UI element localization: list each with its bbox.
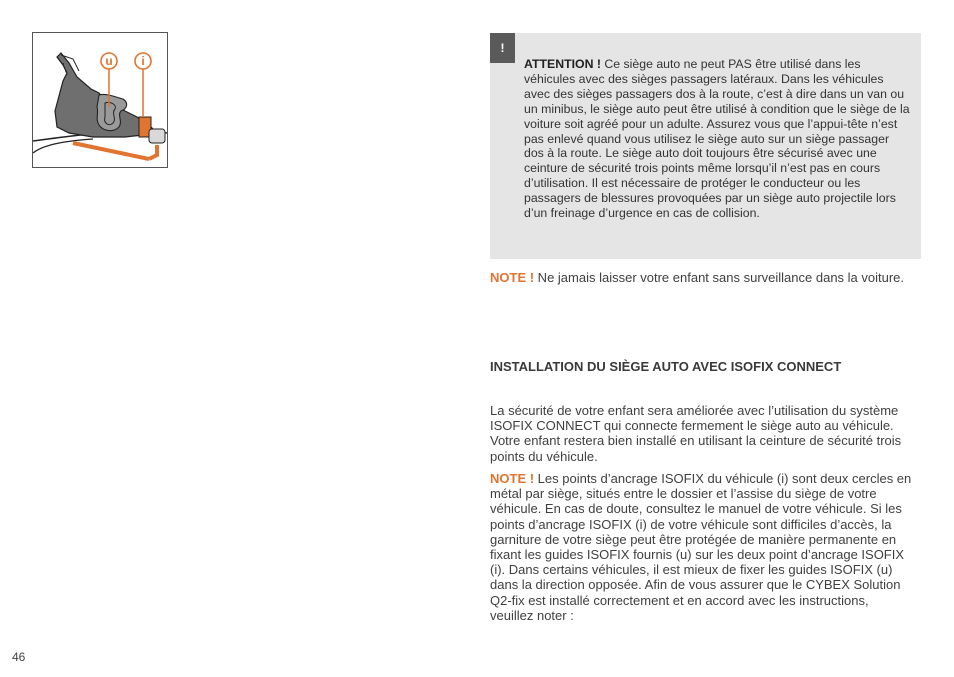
page-number: 46 (12, 650, 26, 664)
anchor-i-label: i (141, 54, 145, 68)
warning-label: ATTENTION ! (524, 57, 601, 71)
warning-body: Ce siège auto ne peut PAS être utilisé dans les véhicules avec des sièges passagers latéraux. Dans les véhicules avec des sièges passagers dos à la route, c’est à dire dans un van ou un minibus, le siège auto peut être utilisé à condition que le siège de la voiture soit agréé pour un adulte. Assurez vous que l’appui-tête n’est pas enlevé quand vous utilisez le siège auto sur un siège passager dos à la route. Le siège auto doit toujours être sécurisé avec une ceinture de sécurité trois points même lorsqu’il n’est pas en cours d’utilisation. Il est nécessaire de protéger le conducteur ou les passagers de blessures provoquées par un siège auto projectile lors d’un freinage d’urgence en cas de collision. (524, 57, 910, 221)
note-label: NOTE ! (490, 471, 535, 486)
note-label: NOTE ! (490, 270, 535, 285)
warning-icon (490, 33, 515, 63)
note-text: Ne jamais laisser votre enfant sans surveillance dans la voiture. (534, 270, 905, 285)
section-heading: INSTALLATION DU SIÈGE AUTO AVEC ISOFIX CONNECT (490, 359, 842, 374)
isofix-illustration (32, 32, 168, 168)
guide-u-label: u (105, 54, 113, 68)
note-isofix-anchors (490, 471, 915, 623)
note-text: Les points d’ancrage ISOFIX du véhicule (i) sont deux cercles en métal par siège, situés entre le dossier et l’assise du siège de votre véhicule. En cas de doute, consultez le manuel de votre véhicule. Si les points d’ancrage ISOFIX (i) de votre véhicule sont difficiles d’accès, la garniture de votre siège peut être protégée de manière permanente en fixant les guides ISOFIX fournis (u) sur les deux point d’ancrage ISOFIX (i). Dans certains véhicules, il est mieux de fixer les guides ISOFIX (u) dans la direction opposée. Afin de vous assurer que le CYBEX Solution Q2-fix est installé correctement et en accord avec les instructions, veuillez noter : (490, 471, 912, 623)
intro-paragraph: La sécurité de votre enfant sera améliorée avec l’utilisation du système ISOFIX CONNECT qui connecte fermement le siège auto au véhicule. Votre enfant restera bien installé en utilisant la ceinture de sécurité trois points du véhicule. (490, 403, 902, 464)
note-supervision (490, 270, 915, 285)
warning-text (524, 57, 910, 221)
warning-symbol: ! (500, 41, 505, 55)
attention-warning-box (490, 33, 921, 259)
